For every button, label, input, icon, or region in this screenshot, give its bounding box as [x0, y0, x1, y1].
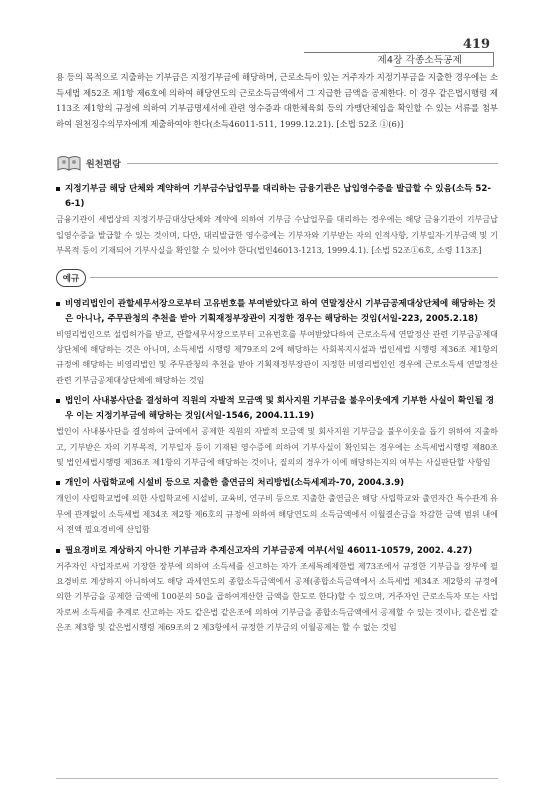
item-body: 거주자인 사업자로써 기장한 장부에 의하여 소득세를 신고하는 자가 조세특례제한법 제73조에서 규정한 기부금을 장부에 필요경비로 계상하지 아니하여도 해당 과세연도의 종합소득금액에서 공제(종합소득금액에서 소득세법 제34조 제2항의 규정에 의한 기부금을 공제한 금액에 100분의 50을 곱하여계산한 금액을 한도로 한다)할 수 있으며, 거주자인 근로소득자 또는 사업자로써 소득세를 추계로 신고하는 자도 같은법 같은조에 의하여 기부금을 종합소득금액에서 공제할 수 있는 것이나, 같은법 같은조 제3항 및 같은법시행령 제69조의 2 제3항에서 규정한 기부금의 이월공제는 할 수 없는 것임 — [56, 560, 498, 633]
page-number: 419 — [462, 37, 490, 52]
item-body: 법인이 사내봉사단을 결성하여 급여에서 공제한 직원의 자발적 모금액 및 회사지원 기부금을 불우이웃을 돕기 위하여 지출하고, 기부받은 자의 기부목적, 기부일자 등이 기재된 영수증에 의하여 기부사실이 확인되는 경우에는 소득세법시행령 제80조 및 법인세법시행령 제36조 제1항의 기부금에 해당하는 것이나, 질의의 경우가 이에 해당하는지의 여부는 사실판단할 사항임 — [56, 426, 498, 468]
item-body: 개인이 사립학교법에 의한 사립학교에 시설비, 교육비, 연구비 등으로 지출한 출연금은 해당 사립학교와 출연자간 특수관계 유무에 관계없이 소득세법 제34조 제2항 제6호의 규정에 의하여 해당연도의 소득금액에서 이월결손금을 차감한 금액 범위 내에서 전액 필요경비에 산입함 — [56, 493, 498, 535]
list-item — [56, 476, 498, 537]
chapter-title: 제4장 각종소득공제 — [377, 55, 462, 66]
item-title: 필요경비로 계상하지 아니한 기부금과 추계신고자의 기부금공제 여부(서일 46011-10579, 2002. 4.27) — [56, 544, 498, 559]
list-item — [56, 544, 498, 636]
item-title: 개인이 사립학교에 시설비 등으로 지출한 출연금의 처리방법(소득세제과-70, 2004.3.9) — [56, 476, 498, 491]
item-title: 비영리법인이 관할세무서장으로부터 고유번호를 부여받았다고 하여 연말정산시 기부금공제대상단체에 해당하는 것은 아니나, 주무관청의 추천을 받아 기획재정부장관이 지정한 경우는 해당하는 것임(서일-223, 2005.2.18) — [56, 297, 498, 327]
page-content — [56, 70, 498, 642]
item-title: 법인이 사내봉사단을 결성하여 직원의 자발적 모금액 및 회사지원 기부금을 불우이웃에게 기부한 사실이 확인될 경우 이는 지정기부금에 해당하는 것임(서일-1546, 2004.11.19) — [56, 394, 498, 424]
item-title: 지정기부금 해당 단체와 계약하여 기부금수납업무를 대리하는 금융기관은 납입영수증을 발급할 수 있음(소득 52-6-1) — [56, 182, 498, 212]
intro-paragraph: 용 등의 목적으로 지출하는 기부금은 지정기부금에 해당하며, 근로소득이 있는 거주자가 지정기부금을 지출한 경우에는 소득세법 제52조 제1항 제6호에 의하여 해당연도의 근로소득금액에서 그 지급한 금액을 공제한다. 이 경우 같은법시행령 제113조 제1항의 규정에 의하여 기부금명세서에 관련 영수증과 대한체육회 등의 가맹단체임을 확인할 수 있는 서류를 첨부하여 원천징수의무자에게 제출하여야 한다(소득46011-511, 1999.12.21). [소법 52조 ①(6)] — [56, 72, 498, 129]
section-rule — [127, 163, 498, 164]
book-icon — [56, 154, 82, 172]
header-rule-vertical — [493, 53, 494, 67]
footer-rule — [56, 778, 498, 779]
yegyu-header — [56, 269, 498, 287]
section-title: 원천편람 — [86, 159, 121, 170]
yegyu-label: 예규 — [56, 269, 86, 287]
header-rule-lower — [394, 66, 494, 67]
list-item — [56, 297, 498, 389]
list-item — [56, 182, 498, 258]
section-header — [56, 152, 498, 174]
list-item — [56, 394, 498, 470]
yegyu-rule — [90, 277, 498, 278]
item-body: 금융기관이 세법상의 지정기부금대상단체와 계약에 의하여 기부금 수납업무를 대리하는 경우에는 해당 금융기관이 기부금납입영수증을 발급할 수 있는 것이며, 다만, 대리발급한 영수증에는 기부자와 기부받는 자의 인적사항, 기부일자·기부금액 및 기부목적 등이 기재되어 기부사실을 확인할 수 있어야 한다(법인46013-1213, 1999.4.1). [소법 52조①6호, 소령 113조] — [56, 214, 498, 256]
item-body: 비영리법인으로 설립허가를 받고, 관할세무서장으로부터 고유번호를 부여받았다하여 근로소득세 연말정산 관련 기부금공제대상단체에 해당하는 것은 아니며, 소득세법 시행령 제79조의 2에 해당하는 사회복지시설과 법인세법 시행령 제36조 제1항의 규정에 해당하는 비영리법인 및 주무관청의 추천을 받아 기획재정부장관이 지정한 비영리법인인 경우에 근로소득세 연말정산관련 기부금공제대상단체에 해당하는 것임 — [56, 328, 498, 385]
page-header — [0, 0, 550, 70]
